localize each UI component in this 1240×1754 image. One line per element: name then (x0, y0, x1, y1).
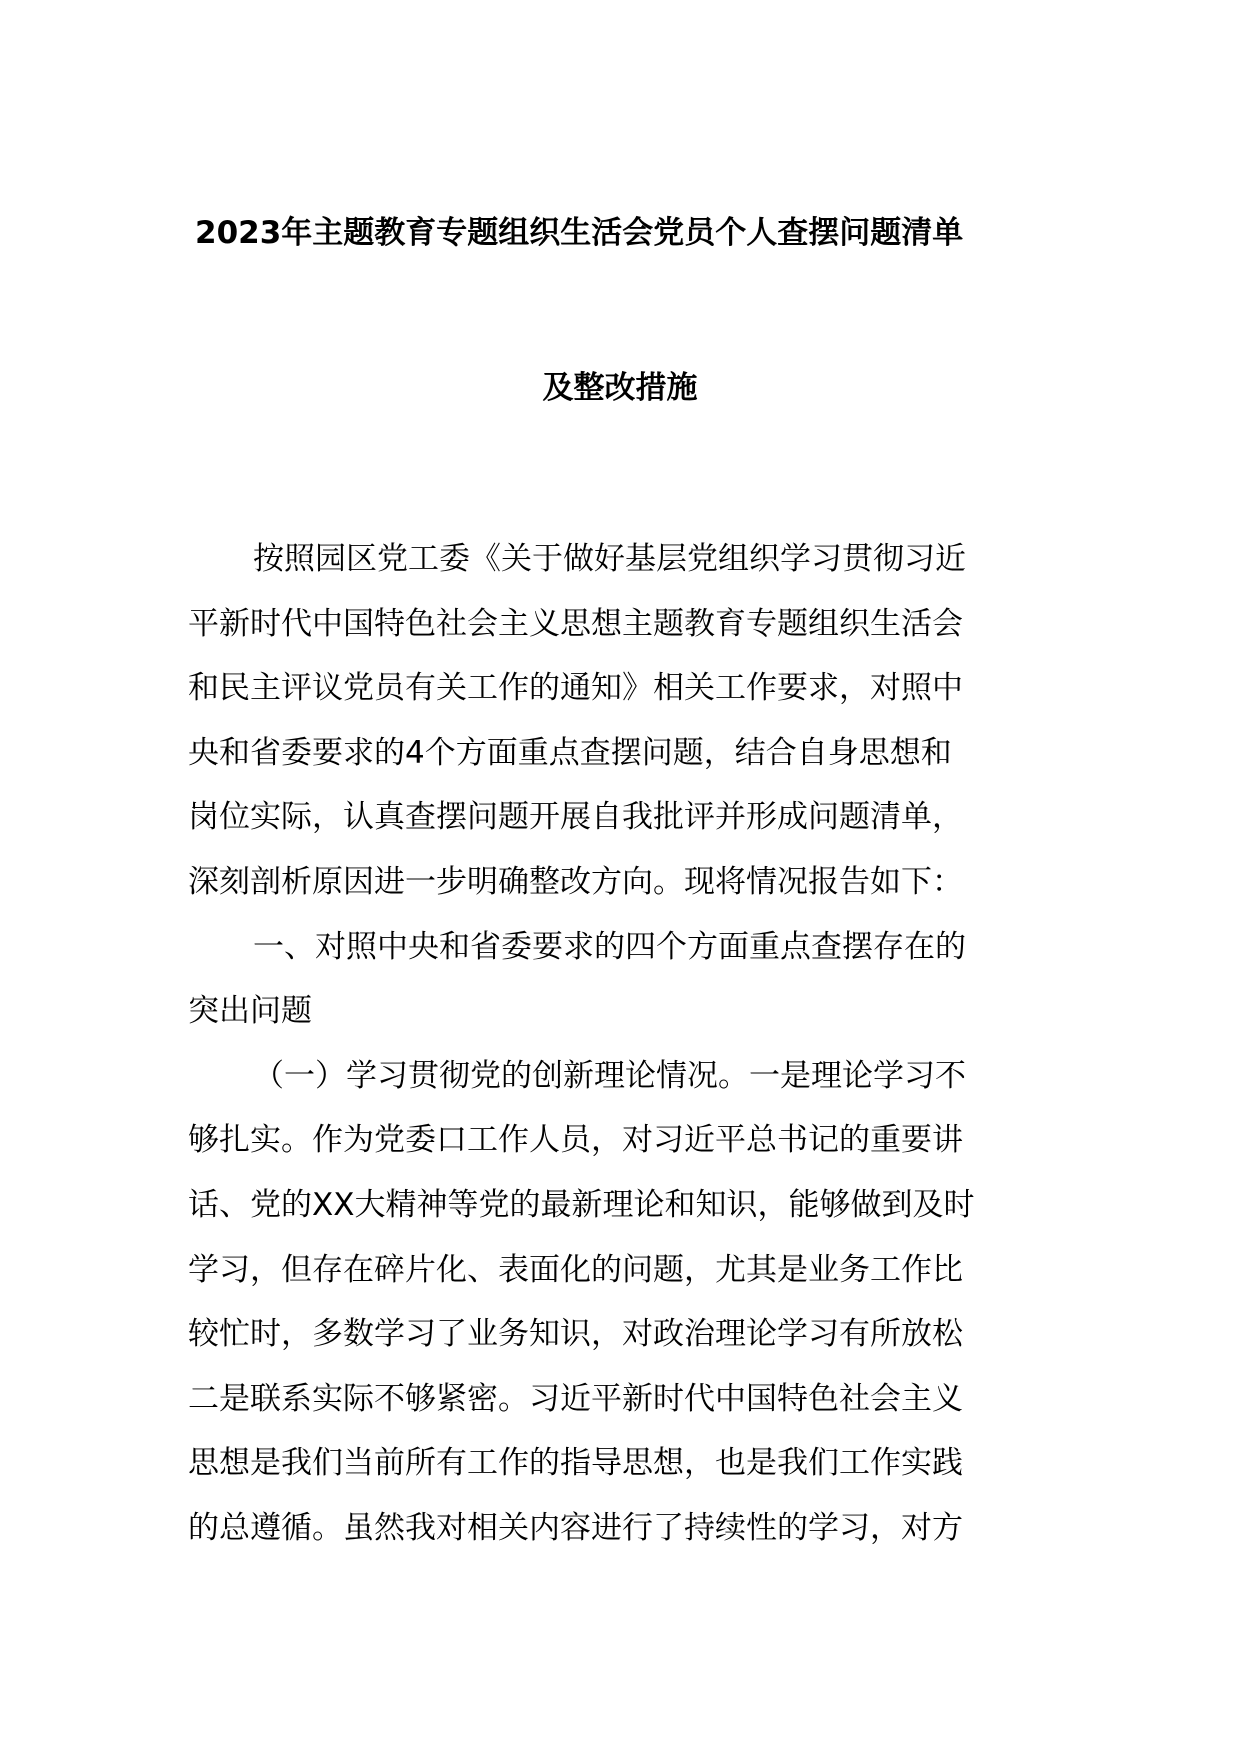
section-heading-line: 突出问题 (188, 993, 312, 1030)
body-line: 二是联系实际不够紧密。习近平新时代中国特色社会主义 (188, 1380, 963, 1417)
body-line: 话、党的XX大精神等党的最新理论和知识，能够做到及时 (188, 1186, 975, 1223)
document-title-line-1: 2023年主题教育专题组织生活会党员个人查摆问题清单 (195, 215, 964, 251)
body-line: 央和省委要求的4个方面重点查摆问题，结合自身思想和 (188, 734, 952, 771)
body-line: 学习，但存在碎片化、表面化的问题，尤其是业务工作比 (188, 1251, 963, 1288)
body-line: 岗位实际，认真查摆问题开展自我批评并形成问题清单， (188, 799, 963, 836)
body-line: 较忙时，多数学习了业务知识，对政治理论学习有所放松 (188, 1316, 963, 1353)
section-heading-line: 一、对照中央和省委要求的四个方面重点查摆存在的 (253, 928, 966, 965)
body-line: 够扎实。作为党委口工作人员，对习近平总书记的重要讲 (188, 1122, 963, 1159)
body-line: 的总遵循。虽然我对相关内容进行了持续性的学习，对方 (188, 1509, 963, 1546)
document-body (188, 527, 1058, 1561)
body-line: 平新时代中国特色社会主义思想主题教育专题组织生活会 (188, 605, 963, 642)
document-title-line-2: 及整改措施 (542, 370, 698, 406)
body-line: （一）学习贯彻党的创新理论情况。一是理论学习不 (253, 1057, 966, 1094)
body-line: 深刻剖析原因进一步明确整改方向。现将情况报告如下： (188, 863, 963, 900)
body-line: 按照园区党工委《关于做好基层党组织学习贯彻习近 (253, 541, 966, 577)
body-line: 思想是我们当前所有工作的指导思想，也是我们工作实践 (188, 1445, 963, 1482)
body-line: 和民主评议党员有关工作的通知》相关工作要求，对照中 (188, 670, 963, 707)
